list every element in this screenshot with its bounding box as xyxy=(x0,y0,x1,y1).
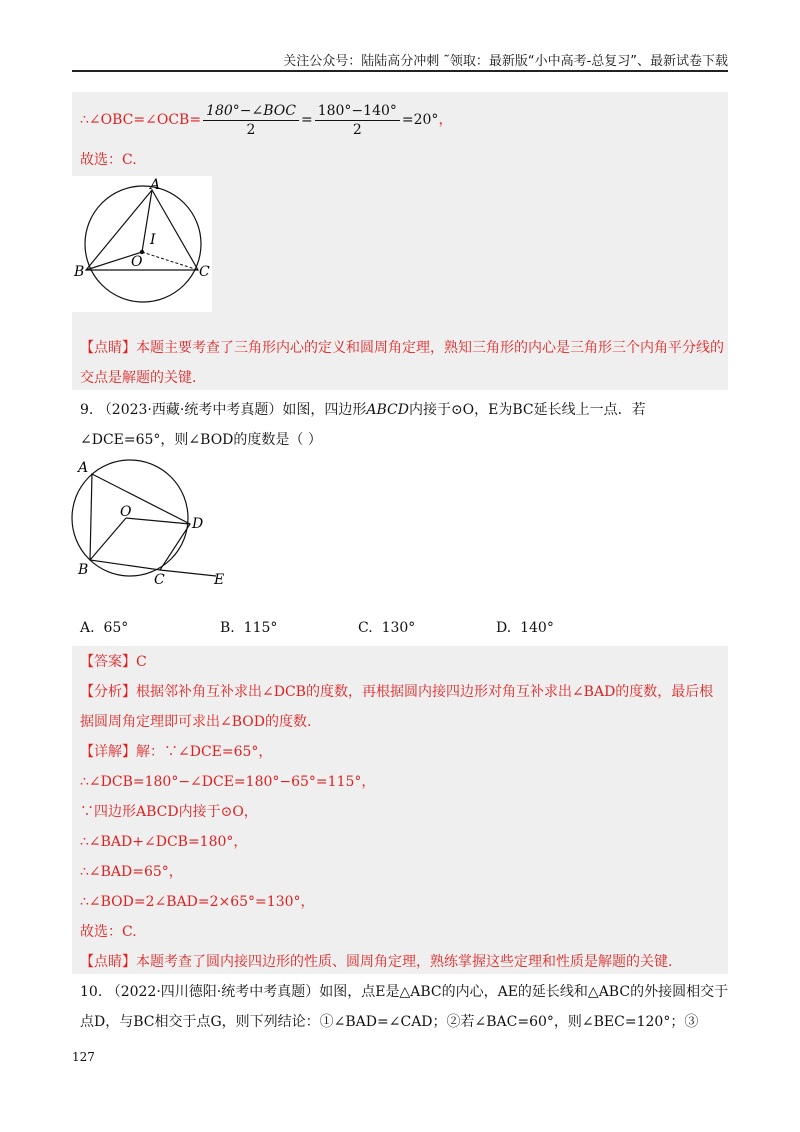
analysis-line-1 xyxy=(80,682,713,702)
comment2-text: 本题考查了圆内接四边形的性质、圆周角定理，熟练掌握这些定理和性质是解题的关键. xyxy=(136,954,673,970)
label-i: I xyxy=(150,232,156,248)
page-number: 127 xyxy=(72,1050,95,1064)
detail-line-1 xyxy=(80,742,272,762)
q9-text-b: ABCD xyxy=(366,402,409,418)
page-header: 关注公众号：陆陆高分冲刺 ˜领取：最新版“小中高考-总复习”、最新试卷下载 xyxy=(283,54,728,69)
segment-bo xyxy=(90,518,126,560)
option-c-key: C. xyxy=(358,620,373,636)
answer-tag: 【答案】 xyxy=(80,654,136,670)
option-d-value: 140° xyxy=(520,620,554,636)
fraction-1-numerator: 180°−∠BOC xyxy=(203,102,299,121)
label-b: B xyxy=(78,562,89,578)
option-b xyxy=(220,620,277,636)
label-c: C xyxy=(199,264,210,280)
option-d xyxy=(496,620,554,636)
answer-value: C xyxy=(136,654,147,670)
comment-line-2: 交点是解题的关键. xyxy=(80,370,197,386)
detail-tag: 【详解】 xyxy=(80,744,136,760)
q9-text-a: 9. （2023·西藏·统考中考真题）如图，四边形 xyxy=(80,402,367,418)
analysis-tag: 【分析】 xyxy=(80,684,136,700)
detail-line-3: ∵四边形ABCD内接于⊙O， xyxy=(80,804,258,820)
detail-line-2: ∴∠DCB=180°−∠DCE=180°−65°=115°， xyxy=(80,774,376,790)
figure-1-background xyxy=(72,176,212,312)
comment-tag: 【点睛】 xyxy=(80,340,136,356)
q10-line-2: 点D，与BC相交于点G，则下列结论：①∠BAD=∠CAD；②若∠BAC=60°，则∠BEC=120°；③ xyxy=(80,1014,699,1030)
option-d-key: D. xyxy=(496,620,512,636)
comment-text-1: 本题主要考查了三角形内心的定义和圆周角定理，熟知三角形的内心是三角形三个内角平分线的 xyxy=(136,340,724,356)
q9-text-c: 内接于⊙O，E为BC延长线上一点．若 xyxy=(408,402,646,418)
option-b-key: B. xyxy=(220,620,235,636)
label-e: E xyxy=(214,572,225,588)
comment-line-1 xyxy=(80,338,724,358)
figure-cyclic-quadrilateral xyxy=(68,456,238,588)
fraction-2 xyxy=(315,102,400,139)
label-a: A xyxy=(78,460,89,476)
option-a-key: A. xyxy=(80,620,95,636)
fraction-1-denominator: 2 xyxy=(246,121,256,138)
detail-line-5: ∴∠BAD=65°， xyxy=(80,864,183,880)
comment2-line xyxy=(80,952,672,972)
q9-line-1 xyxy=(80,400,646,420)
analysis-text-1: 根据邻补角互补求出∠DCB的度数，再根据圆内接四边形对角互补求出∠BAD的度数，最后根 xyxy=(136,684,714,700)
formula-result: =20° xyxy=(401,112,439,128)
segment-ce xyxy=(160,570,216,576)
formula-line xyxy=(80,100,452,140)
fraction-2-numerator: 180°−140° xyxy=(315,102,400,121)
label-c: C xyxy=(154,572,165,588)
formula-prefix: ∴∠OBC=∠OCB= xyxy=(80,112,202,128)
comment2-tag: 【点睛】 xyxy=(80,954,136,970)
label-b: B xyxy=(74,264,85,280)
option-a-value: 65° xyxy=(103,620,129,636)
detail-line-6: ∴∠BOD=2∠BAD=2×65°=130°， xyxy=(80,894,315,910)
fraction-2-denominator: 2 xyxy=(352,121,362,138)
label-o: O xyxy=(131,254,143,270)
detail-line-4: ∴∠BAD+∠DCB=180°， xyxy=(80,834,248,850)
header-rule xyxy=(72,70,728,72)
fraction-1 xyxy=(203,102,299,139)
analysis-line-2: 据圆周角定理即可求出∠BOD的度数. xyxy=(80,714,312,730)
option-b-value: 115° xyxy=(243,620,278,636)
label-d: D xyxy=(192,516,204,532)
option-c xyxy=(358,620,415,636)
option-a xyxy=(80,620,128,636)
answer-line xyxy=(80,652,147,672)
label-a: A xyxy=(150,177,161,193)
formula-comma: ， xyxy=(438,112,453,128)
option-c-value: 130° xyxy=(381,620,416,636)
equals-sign: = xyxy=(300,112,313,128)
detail-text-1: 解：∵∠DCE=65°， xyxy=(136,744,273,760)
label-o: O xyxy=(120,504,132,520)
choice-line-q8: 故选：C. xyxy=(80,152,137,168)
q10-line-1: 10. （2022·四川德阳·统考中考真题）如图，点E是△ABC的内心，AE的延长线和△ABC的外接圆相交于 xyxy=(80,984,729,1000)
q9-line-2: ∠DCE=65°，则∠BOD的度数是（ ） xyxy=(80,432,322,448)
figure-triangle-incircle xyxy=(72,176,212,312)
detail-line-7: 故选：C. xyxy=(80,924,137,940)
